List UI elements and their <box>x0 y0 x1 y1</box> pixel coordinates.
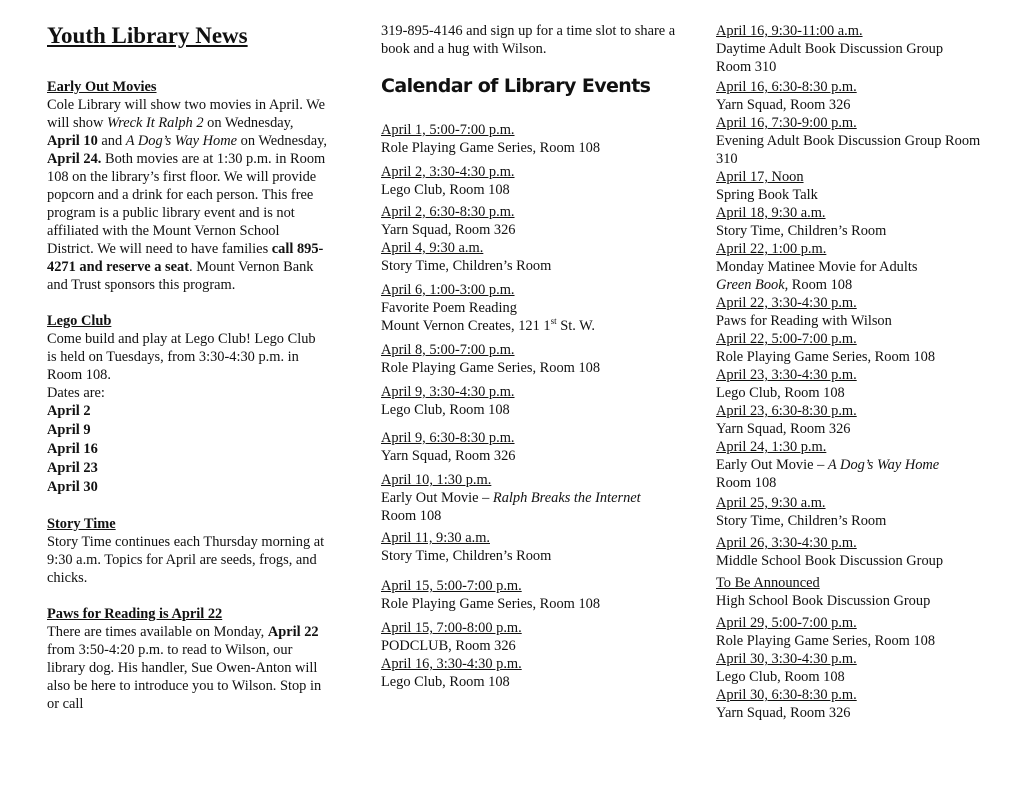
event-text: Story Time, Children’s Room <box>716 513 887 529</box>
event-description <box>716 552 996 570</box>
paws-text: There are times available on Monday, April 22 from 3:50-4:20 p.m. to read to Wilson, our library dog. His handler, Sue Owen-Anton will also be here to introduce you to Wilson. Stop in or call <box>47 624 322 712</box>
lego-dates-list <box>47 402 327 497</box>
event-date: April 30, 6:30-8:30 p.m. <box>716 687 857 703</box>
event-text: St. W. <box>556 318 596 334</box>
event-text: Paws for Reading with Wilson <box>716 313 892 329</box>
calendar-title: Calendar of Library Events <box>381 75 651 97</box>
event-item <box>716 168 996 204</box>
lego-dates-label: Dates are: <box>47 385 105 401</box>
event-item <box>716 402 996 438</box>
event-text: Early Out Movie – <box>381 490 493 506</box>
event-item <box>716 22 996 76</box>
lego-club-text: Come build and play at Lego Club! Lego Club is held on Tuesdays, from 3:30-4:30 p.m. in Room 108. <box>47 331 316 383</box>
event-description <box>716 222 996 240</box>
lego-date: April 16 <box>47 441 98 457</box>
event-date: April 9, 6:30-8:30 p.m. <box>381 430 515 446</box>
event-title-italic: Green Book, <box>716 277 789 293</box>
event-item <box>381 655 681 691</box>
event-text: PODCLUB, Room 326 <box>381 638 516 654</box>
event-date: April 25, 9:30 a.m. <box>716 495 826 511</box>
event-text: Monday Matinee Movie for Adults <box>716 259 918 275</box>
event-description <box>381 299 681 317</box>
event-date: April 2, 6:30-8:30 p.m. <box>381 204 515 220</box>
event-description <box>716 456 996 474</box>
event-item <box>716 686 996 722</box>
event-date: April 8, 5:00-7:00 p.m. <box>381 342 515 358</box>
event-item <box>381 619 681 655</box>
early-out-movies-section <box>47 78 327 294</box>
event-item <box>381 281 681 335</box>
event-text: Story Time, Children’s Room <box>716 223 887 239</box>
event-description <box>381 181 681 199</box>
event-item <box>381 203 681 239</box>
story-time-text: Story Time continues each Thursday morning at 9:30 a.m. Topics for April are seeds, frogs, and chicks. <box>47 534 325 586</box>
lego-date: April 30 <box>47 479 98 495</box>
event-text: Role Playing Game Series, Room 108 <box>716 633 936 649</box>
paws-heading: Paws for Reading is April 22 <box>47 606 223 622</box>
event-date: April 24, 1:30 p.m. <box>716 439 827 455</box>
event-item <box>381 341 681 377</box>
event-date: April 23, 3:30-4:30 p.m. <box>716 367 857 383</box>
event-text: Early Out Movie – <box>716 457 828 473</box>
event-date: April 11, 9:30 a.m. <box>381 530 490 546</box>
event-text: Lego Club, Room 108 <box>381 182 510 198</box>
event-item <box>381 163 681 199</box>
event-item <box>716 494 996 530</box>
paws-continued-text: 319-895-4146 and sign up for a time slot to share a book and a hug with Wilson. <box>381 23 676 57</box>
event-text: Role Playing Game Series, Room 108 <box>716 349 936 365</box>
calendar-column-1 <box>381 22 681 691</box>
calendar-events-list <box>381 121 681 691</box>
event-date: April 22, 1:00 p.m. <box>716 241 827 257</box>
event-text: Room 108 <box>788 277 853 293</box>
event-description <box>716 312 996 330</box>
event-text: Lego Club, Room 108 <box>381 674 510 690</box>
event-item <box>716 78 996 114</box>
event-date: April 2, 3:30-4:30 p.m. <box>381 164 515 180</box>
youth-news-column <box>47 22 327 731</box>
event-item <box>381 471 681 525</box>
event-text: Middle School Book Discussion Group <box>716 553 944 569</box>
event-date: April 23, 6:30-8:30 p.m. <box>716 403 857 419</box>
event-date: April 1, 5:00-7:00 p.m. <box>381 122 515 138</box>
event-description <box>716 632 996 650</box>
event-item <box>381 429 681 465</box>
event-description <box>716 258 996 276</box>
event-date: April 10, 1:30 p.m. <box>381 472 492 488</box>
lego-date: April 9 <box>47 422 91 438</box>
event-date: April 16, 7:30-9:00 p.m. <box>716 115 857 131</box>
event-description <box>381 401 681 419</box>
event-item <box>716 294 996 330</box>
event-description <box>381 359 681 377</box>
event-description <box>716 512 996 530</box>
event-item <box>716 614 996 650</box>
event-description <box>381 637 681 655</box>
event-date: April 4, 9:30 a.m. <box>381 240 484 256</box>
event-text: Role Playing Game Series, Room 108 <box>381 596 601 612</box>
page-title: Youth Library News <box>47 23 248 48</box>
event-title-italic: A Dog’s Way Home <box>827 457 940 473</box>
event-date: April 30, 3:30-4:30 p.m. <box>716 651 857 667</box>
event-location: Room 310 <box>716 59 777 75</box>
event-text: Spring Book Talk <box>716 187 818 203</box>
event-item <box>716 650 996 686</box>
event-date: April 15, 7:00-8:00 p.m. <box>381 620 522 636</box>
event-item <box>381 383 681 419</box>
event-date: April 15, 5:00-7:00 p.m. <box>381 578 522 594</box>
event-description <box>381 547 681 565</box>
event-description <box>381 221 681 239</box>
event-item <box>381 239 681 275</box>
event-description <box>381 447 681 465</box>
event-item <box>716 366 996 402</box>
event-description <box>381 139 681 157</box>
event-text: Mount Vernon Creates, 121 1 <box>381 318 551 334</box>
event-text: Story Time, Children’s Room <box>381 548 552 564</box>
story-time-heading: Story Time <box>47 516 116 532</box>
event-date: April 9, 3:30-4:30 p.m. <box>381 384 515 400</box>
lego-date: April 23 <box>47 460 98 476</box>
event-date: To Be Announced <box>716 575 820 591</box>
event-text: Role Playing Game Series, Room 108 <box>381 140 601 156</box>
event-description <box>381 489 681 507</box>
event-item <box>381 577 681 613</box>
event-text: Daytime Adult Book Discussion Group <box>716 41 944 57</box>
event-date: April 29, 5:00-7:00 p.m. <box>716 615 857 631</box>
paws-section <box>47 605 327 713</box>
calendar-column-2 <box>716 22 996 722</box>
event-description <box>716 132 996 168</box>
event-date: April 26, 3:30-4:30 p.m. <box>716 535 857 551</box>
event-description <box>381 673 681 691</box>
event-location <box>716 276 996 294</box>
event-date: April 16, 3:30-4:30 p.m. <box>381 656 522 672</box>
event-description <box>716 186 996 204</box>
event-text: Favorite Poem Reading <box>381 300 517 316</box>
event-description <box>716 704 996 722</box>
event-item <box>716 534 996 570</box>
event-text: Yarn Squad, Room 326 <box>381 222 516 238</box>
event-text: Lego Club, Room 108 <box>716 385 845 401</box>
event-item <box>716 330 996 366</box>
early-out-movies-text: Cole Library will show two movies in April. We will show Wreck It Ralph 2 on Wednesday, April 10 and A Dog’s Way Home on Wednesday, April 24. Both movies are at 1:30 p.m. in Room 108 on the library’s first floor. We will provide popcorn and a drink for each person. This free program is a public library event and is not affiliated with the Mount Vernon School District. We will need to have families call 895-4271 and reserve a seat. Mount Vernon Bank and Trust sponsors this program. <box>47 97 327 293</box>
event-location <box>381 317 681 335</box>
event-date: April 18, 9:30 a.m. <box>716 205 826 221</box>
event-text: High School Book Discussion Group <box>716 593 931 609</box>
event-description <box>381 257 681 275</box>
event-text: Evening Adult Book Discussion Group Room 310 <box>716 133 981 167</box>
event-item <box>716 114 996 168</box>
event-text: Story Time, Children’s Room <box>381 258 552 274</box>
calendar-events-list <box>716 22 996 722</box>
event-location: Room 108 <box>716 475 777 491</box>
event-item <box>381 121 681 157</box>
event-description <box>381 595 681 613</box>
event-text: Yarn Squad, Room 326 <box>716 705 851 721</box>
event-description <box>716 96 996 114</box>
event-date: April 22, 5:00-7:00 p.m. <box>716 331 857 347</box>
lego-club-section <box>47 312 327 497</box>
event-description <box>716 40 996 58</box>
story-time-section <box>47 515 327 587</box>
event-description <box>716 348 996 366</box>
event-description <box>716 384 996 402</box>
event-text: Lego Club, Room 108 <box>716 669 845 685</box>
event-superscript: st <box>550 316 557 327</box>
lego-date: April 2 <box>47 403 91 419</box>
event-title-italic: Ralph Breaks the Internet <box>492 490 641 506</box>
event-text: Yarn Squad, Room 326 <box>716 97 851 113</box>
event-text: Role Playing Game Series, Room 108 <box>381 360 601 376</box>
event-item <box>716 240 996 294</box>
event-item <box>716 438 996 492</box>
event-item <box>716 204 996 240</box>
event-description <box>716 668 996 686</box>
event-date: April 22, 3:30-4:30 p.m. <box>716 295 857 311</box>
early-out-movies-heading: Early Out Movies <box>47 79 157 95</box>
event-description <box>716 420 996 438</box>
lego-club-heading: Lego Club <box>47 313 112 329</box>
event-date: April 16, 9:30-11:00 a.m. <box>716 23 863 39</box>
event-description <box>716 592 996 610</box>
event-text: Lego Club, Room 108 <box>381 402 510 418</box>
event-text: Yarn Squad, Room 326 <box>716 421 851 437</box>
event-date: April 17, Noon <box>716 169 804 185</box>
event-date: April 6, 1:00-3:00 p.m. <box>381 282 515 298</box>
event-location: Room 108 <box>381 508 442 524</box>
event-item <box>716 574 996 610</box>
event-date: April 16, 6:30-8:30 p.m. <box>716 79 857 95</box>
event-text: Yarn Squad, Room 326 <box>381 448 516 464</box>
event-item <box>381 529 681 565</box>
